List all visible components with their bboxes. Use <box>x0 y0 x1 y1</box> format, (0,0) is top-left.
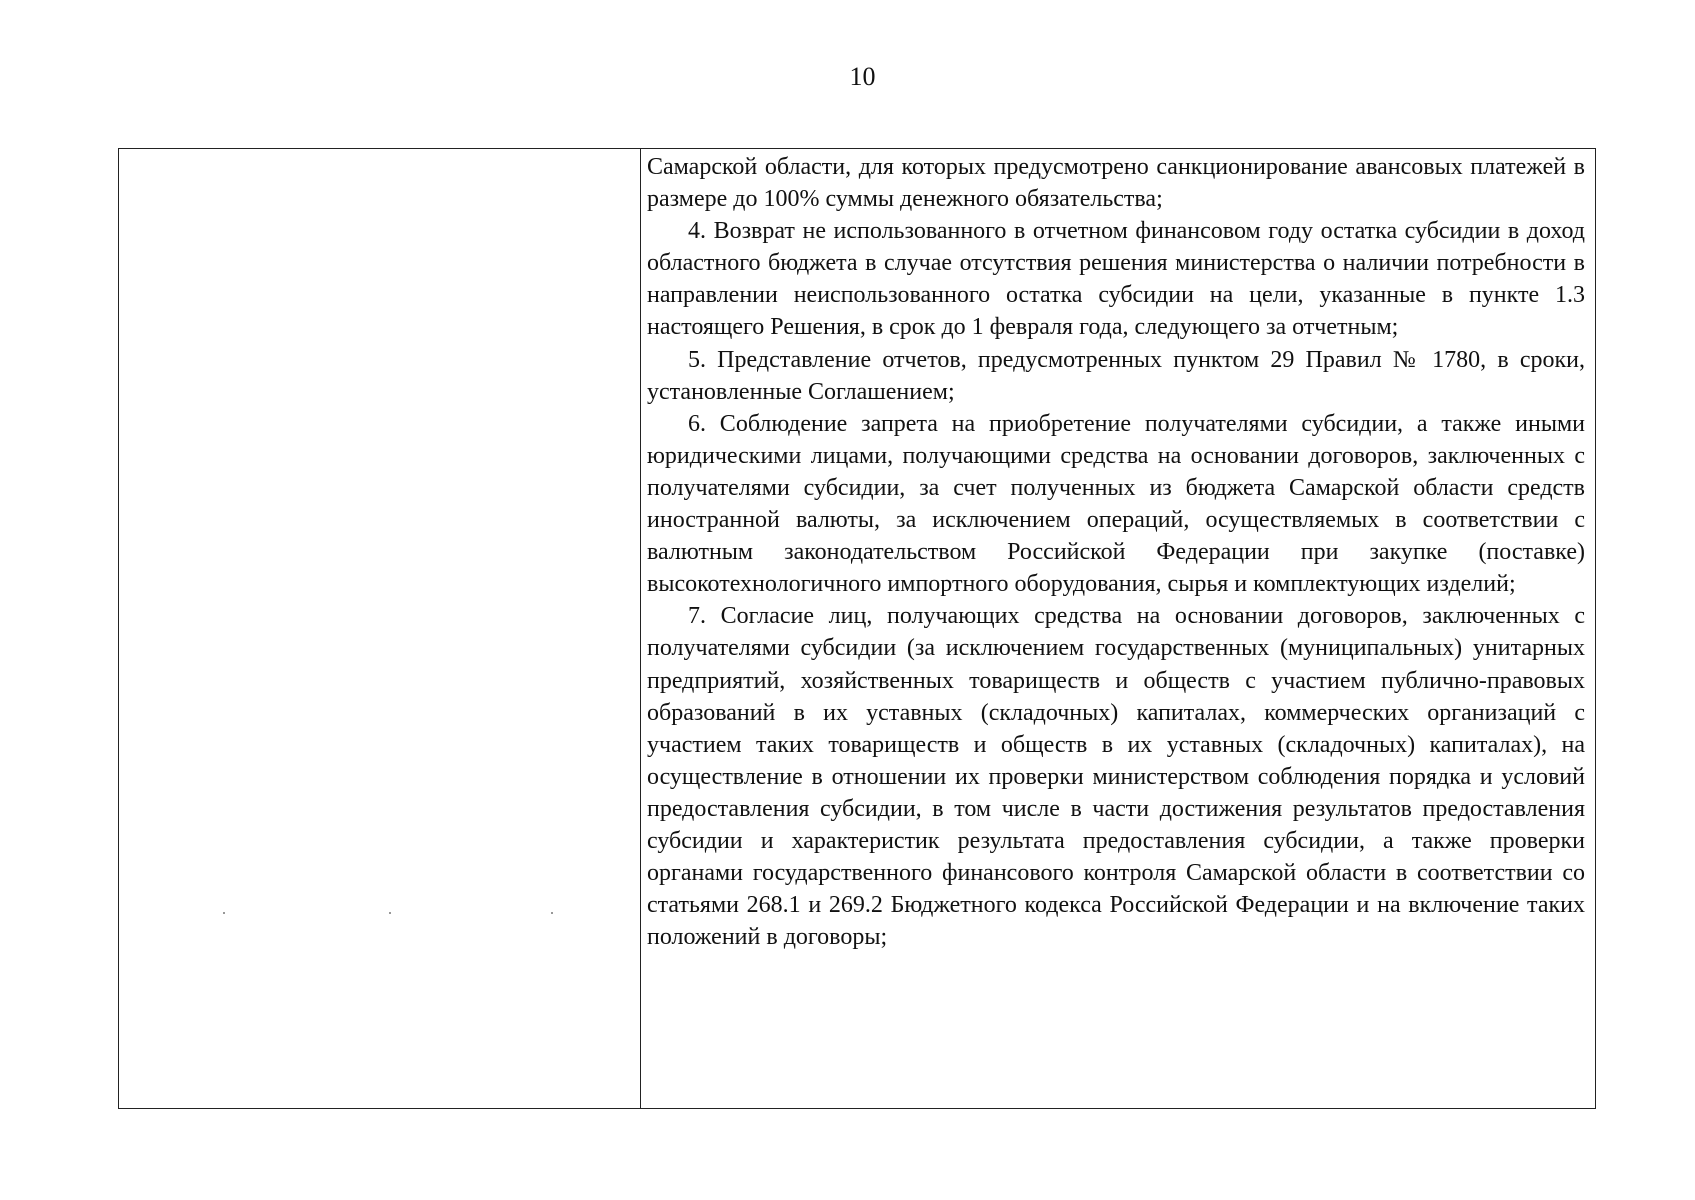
paragraph-item-4: 4. Возврат не использованного в отчетном финансовом году остатка субсидии в доход областного бюджета в случае отсутствия решения министерства о наличии потребности в направлении неиспользованного остатка субсидии на цели, указанные в пункте 1.3 настоящего Решения, в срок до 1 февраля года, следующего за отчетным; <box>647 218 1585 341</box>
document-table <box>118 148 1596 1109</box>
table-left-cell <box>119 149 641 1108</box>
page-number: 10 <box>849 62 876 91</box>
paragraph-continuation: Самарской области, для которых предусмотрено санкционирование авансовых платежей в размере до 100% суммы денежного обязательства; <box>647 154 1585 213</box>
scan-artifact-dot <box>389 912 391 914</box>
scan-artifact-dot <box>551 912 553 914</box>
scan-artifact-dot <box>223 912 225 914</box>
paragraph-item-5: 5. Представление отчетов, предусмотренных пунктом 29 Правил № 1780, в сроки, установленные Соглашением; <box>647 346 1585 405</box>
paragraph-item-7: 7. Согласие лиц, получающих средства на основании договоров, заключенных с получателями субсидии (за исключением государственных (муниципальных) унитарных предприятий, хозяйственных товариществ и обществ с участием публично-правовых образований в их уставных (складочных) капиталах, коммерческих организаций с участием таких товариществ и обществ в их уставных (складочных) капиталах), на осуществление в отношении их проверки министерством соблюдения порядка и условий предоставления субсидии, в том числе в части достижения результатов предоставления субсидии и характеристик результата предоставления субсидии, а также проверки органами государственного финансового контроля Самарской области в соответствии со статьями 268.1 и 269.2 Бюджетного кодекса Российской Федерации и на включение таких положений в договоры; <box>647 603 1585 951</box>
paragraph-item-6: 6. Соблюдение запрета на приобретение получателями субсидии, а также иными юридическими лицами, получающими средства на основании договоров, заключенных с получателями субсидии, за счет полученных из бюджета Самарской области средств иностранной валюты, за исключением операций, осуществляемых в соответствии с валютным законодательством Российской Федерации при закупке (поставке) высокотехнологичного импортного оборудования, сырья и комплектующих изделий; <box>647 410 1585 598</box>
table-right-cell <box>647 151 1585 1106</box>
